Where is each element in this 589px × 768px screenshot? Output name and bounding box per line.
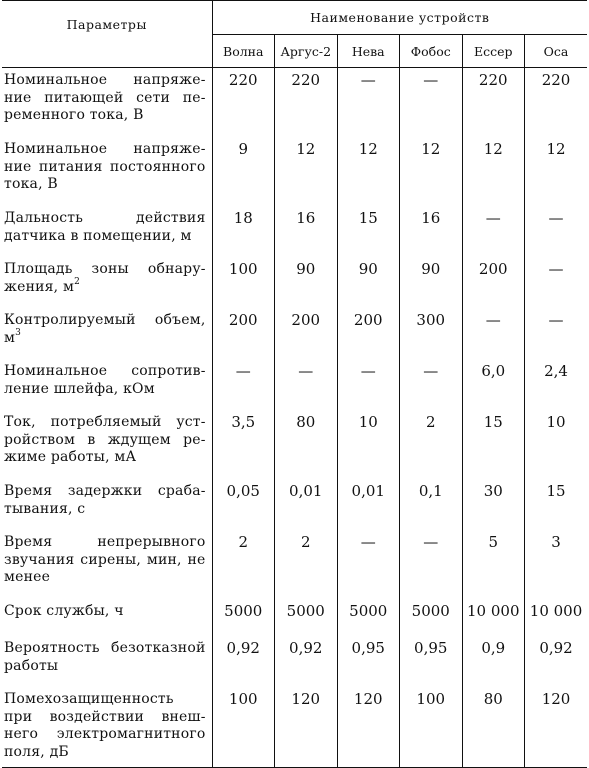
table-cell: 9	[212, 137, 275, 206]
table-cell: 2	[400, 410, 463, 479]
table-cell: 0,92	[275, 636, 338, 687]
table-cell: 5000	[337, 599, 400, 636]
parameter-text: Контролируемый объем, м	[4, 312, 206, 346]
table-cell: 16	[275, 206, 338, 257]
device-header: Оса	[525, 35, 588, 68]
table-cell: 10 000	[462, 599, 525, 636]
superscript: 2	[74, 276, 80, 287]
parameter-label: Номинальное напряжение питания постоянного тока, В	[4, 141, 206, 192]
parameter-label: Номинальное напряжение питающей сети переменного тока, В	[4, 72, 206, 123]
table-cell: 15	[525, 479, 588, 530]
table-cell: 12	[275, 137, 338, 206]
parameter-text: Площадь зоны обнаружения, м	[4, 261, 206, 295]
table-cell: 0,95	[337, 636, 400, 687]
table-row	[2, 257, 587, 308]
table-cell: 6,0	[462, 359, 525, 410]
parameter-label: Срок службы, ч	[4, 603, 124, 619]
table-cell: 3,5	[212, 410, 275, 479]
table-row	[2, 636, 587, 687]
table-cell: 12	[462, 137, 525, 206]
table-cell: —	[400, 68, 463, 138]
table-cell: 10	[337, 410, 400, 479]
table-cell: 5	[462, 530, 525, 599]
table-cell: 220	[462, 68, 525, 138]
table-cell: 200	[212, 308, 275, 359]
table-cell: 0,01	[337, 479, 400, 530]
parameter-label	[2, 308, 212, 359]
table-cell: 30	[462, 479, 525, 530]
device-header: Волна	[212, 35, 275, 68]
table-cell: 120	[525, 687, 588, 768]
parameter-label: Ток, потребляемый устройством в ждущем режиме работы, мА	[4, 414, 206, 465]
parameter-label	[2, 257, 212, 308]
table-row	[2, 359, 587, 410]
superscript: 3	[15, 327, 22, 338]
table-row	[2, 687, 587, 768]
table-cell: —	[525, 257, 588, 308]
table-cell: 5000	[400, 599, 463, 636]
table-cell: 220	[525, 68, 588, 138]
table-row	[2, 68, 587, 138]
table-cell: 100	[212, 257, 275, 308]
table-cell: 200	[462, 257, 525, 308]
table-cell: 220	[275, 68, 338, 138]
table-cell: 0,01	[275, 479, 338, 530]
table-cell: 12	[337, 137, 400, 206]
table-cell: 16	[400, 206, 463, 257]
table-cell: —	[462, 308, 525, 359]
table-cell: 0,1	[400, 479, 463, 530]
table-cell: —	[400, 359, 463, 410]
table-cell: 100	[212, 687, 275, 768]
parameters-header: Параметры	[2, 1, 212, 68]
device-header: Нева	[337, 35, 400, 68]
table-row	[2, 410, 587, 479]
table-cell: 80	[275, 410, 338, 479]
table-cell: 0,92	[212, 636, 275, 687]
table-cell: 15	[337, 206, 400, 257]
table-row	[2, 530, 587, 599]
table-cell: 0,9	[462, 636, 525, 687]
table-row	[2, 479, 587, 530]
table-cell: 120	[337, 687, 400, 768]
parameter-label: Время непрерывного звучания сирены, мин, не менее	[4, 534, 206, 585]
table-cell: 220	[212, 68, 275, 138]
table-row	[2, 206, 587, 257]
device-header: Аргус-2	[275, 35, 338, 68]
table-cell: 18	[212, 206, 275, 257]
table-row	[2, 599, 587, 636]
table-cell: —	[212, 359, 275, 410]
table-cell: 90	[337, 257, 400, 308]
table-cell: —	[462, 206, 525, 257]
table-cell: —	[337, 359, 400, 410]
device-header: Фобос	[400, 35, 463, 68]
table-cell: —	[525, 206, 588, 257]
table-cell: —	[337, 530, 400, 599]
table-cell: 3	[525, 530, 588, 599]
table-cell: 2,4	[525, 359, 588, 410]
parameter-label: Помехозащищенность при воздействии внешнего электромагнитного поля, дБ	[2, 687, 212, 768]
parameter-label: Время задержки срабатывания, с	[4, 483, 206, 517]
table-cell: 200	[275, 308, 338, 359]
table-cell: 0,95	[400, 636, 463, 687]
device-parameters-table	[2, 0, 587, 768]
table-cell: 90	[400, 257, 463, 308]
table-cell: 0,92	[525, 636, 588, 687]
table-cell: 12	[525, 137, 588, 206]
table-cell: —	[525, 308, 588, 359]
table-cell: 2	[275, 530, 338, 599]
table-cell: 80	[462, 687, 525, 768]
table-cell: 12	[400, 137, 463, 206]
parameter-label: Вероятность безотказной работы	[4, 640, 206, 674]
table-cell: 2	[212, 530, 275, 599]
table-cell: 0,05	[212, 479, 275, 530]
table-cell: 15	[462, 410, 525, 479]
table-cell: 5000	[212, 599, 275, 636]
table-cell: 10 000	[525, 599, 588, 636]
table-row	[2, 308, 587, 359]
table-cell: —	[400, 530, 463, 599]
table-cell: 120	[275, 687, 338, 768]
table-cell: 10	[525, 410, 588, 479]
table-cell: 100	[400, 687, 463, 768]
devices-group-header: Наименование устройств	[212, 1, 587, 35]
table-cell: 300	[400, 308, 463, 359]
table-cell: —	[275, 359, 338, 410]
parameter-label: Дальность действия датчика в помещении, м	[4, 210, 206, 244]
device-header: Ессер	[462, 35, 525, 68]
table-cell: 5000	[275, 599, 338, 636]
table-cell: 90	[275, 257, 338, 308]
table-cell: —	[337, 68, 400, 138]
table-row	[2, 137, 587, 206]
parameter-label: Номинальное сопротивление шлейфа, кОм	[4, 363, 206, 397]
table-cell: 200	[337, 308, 400, 359]
